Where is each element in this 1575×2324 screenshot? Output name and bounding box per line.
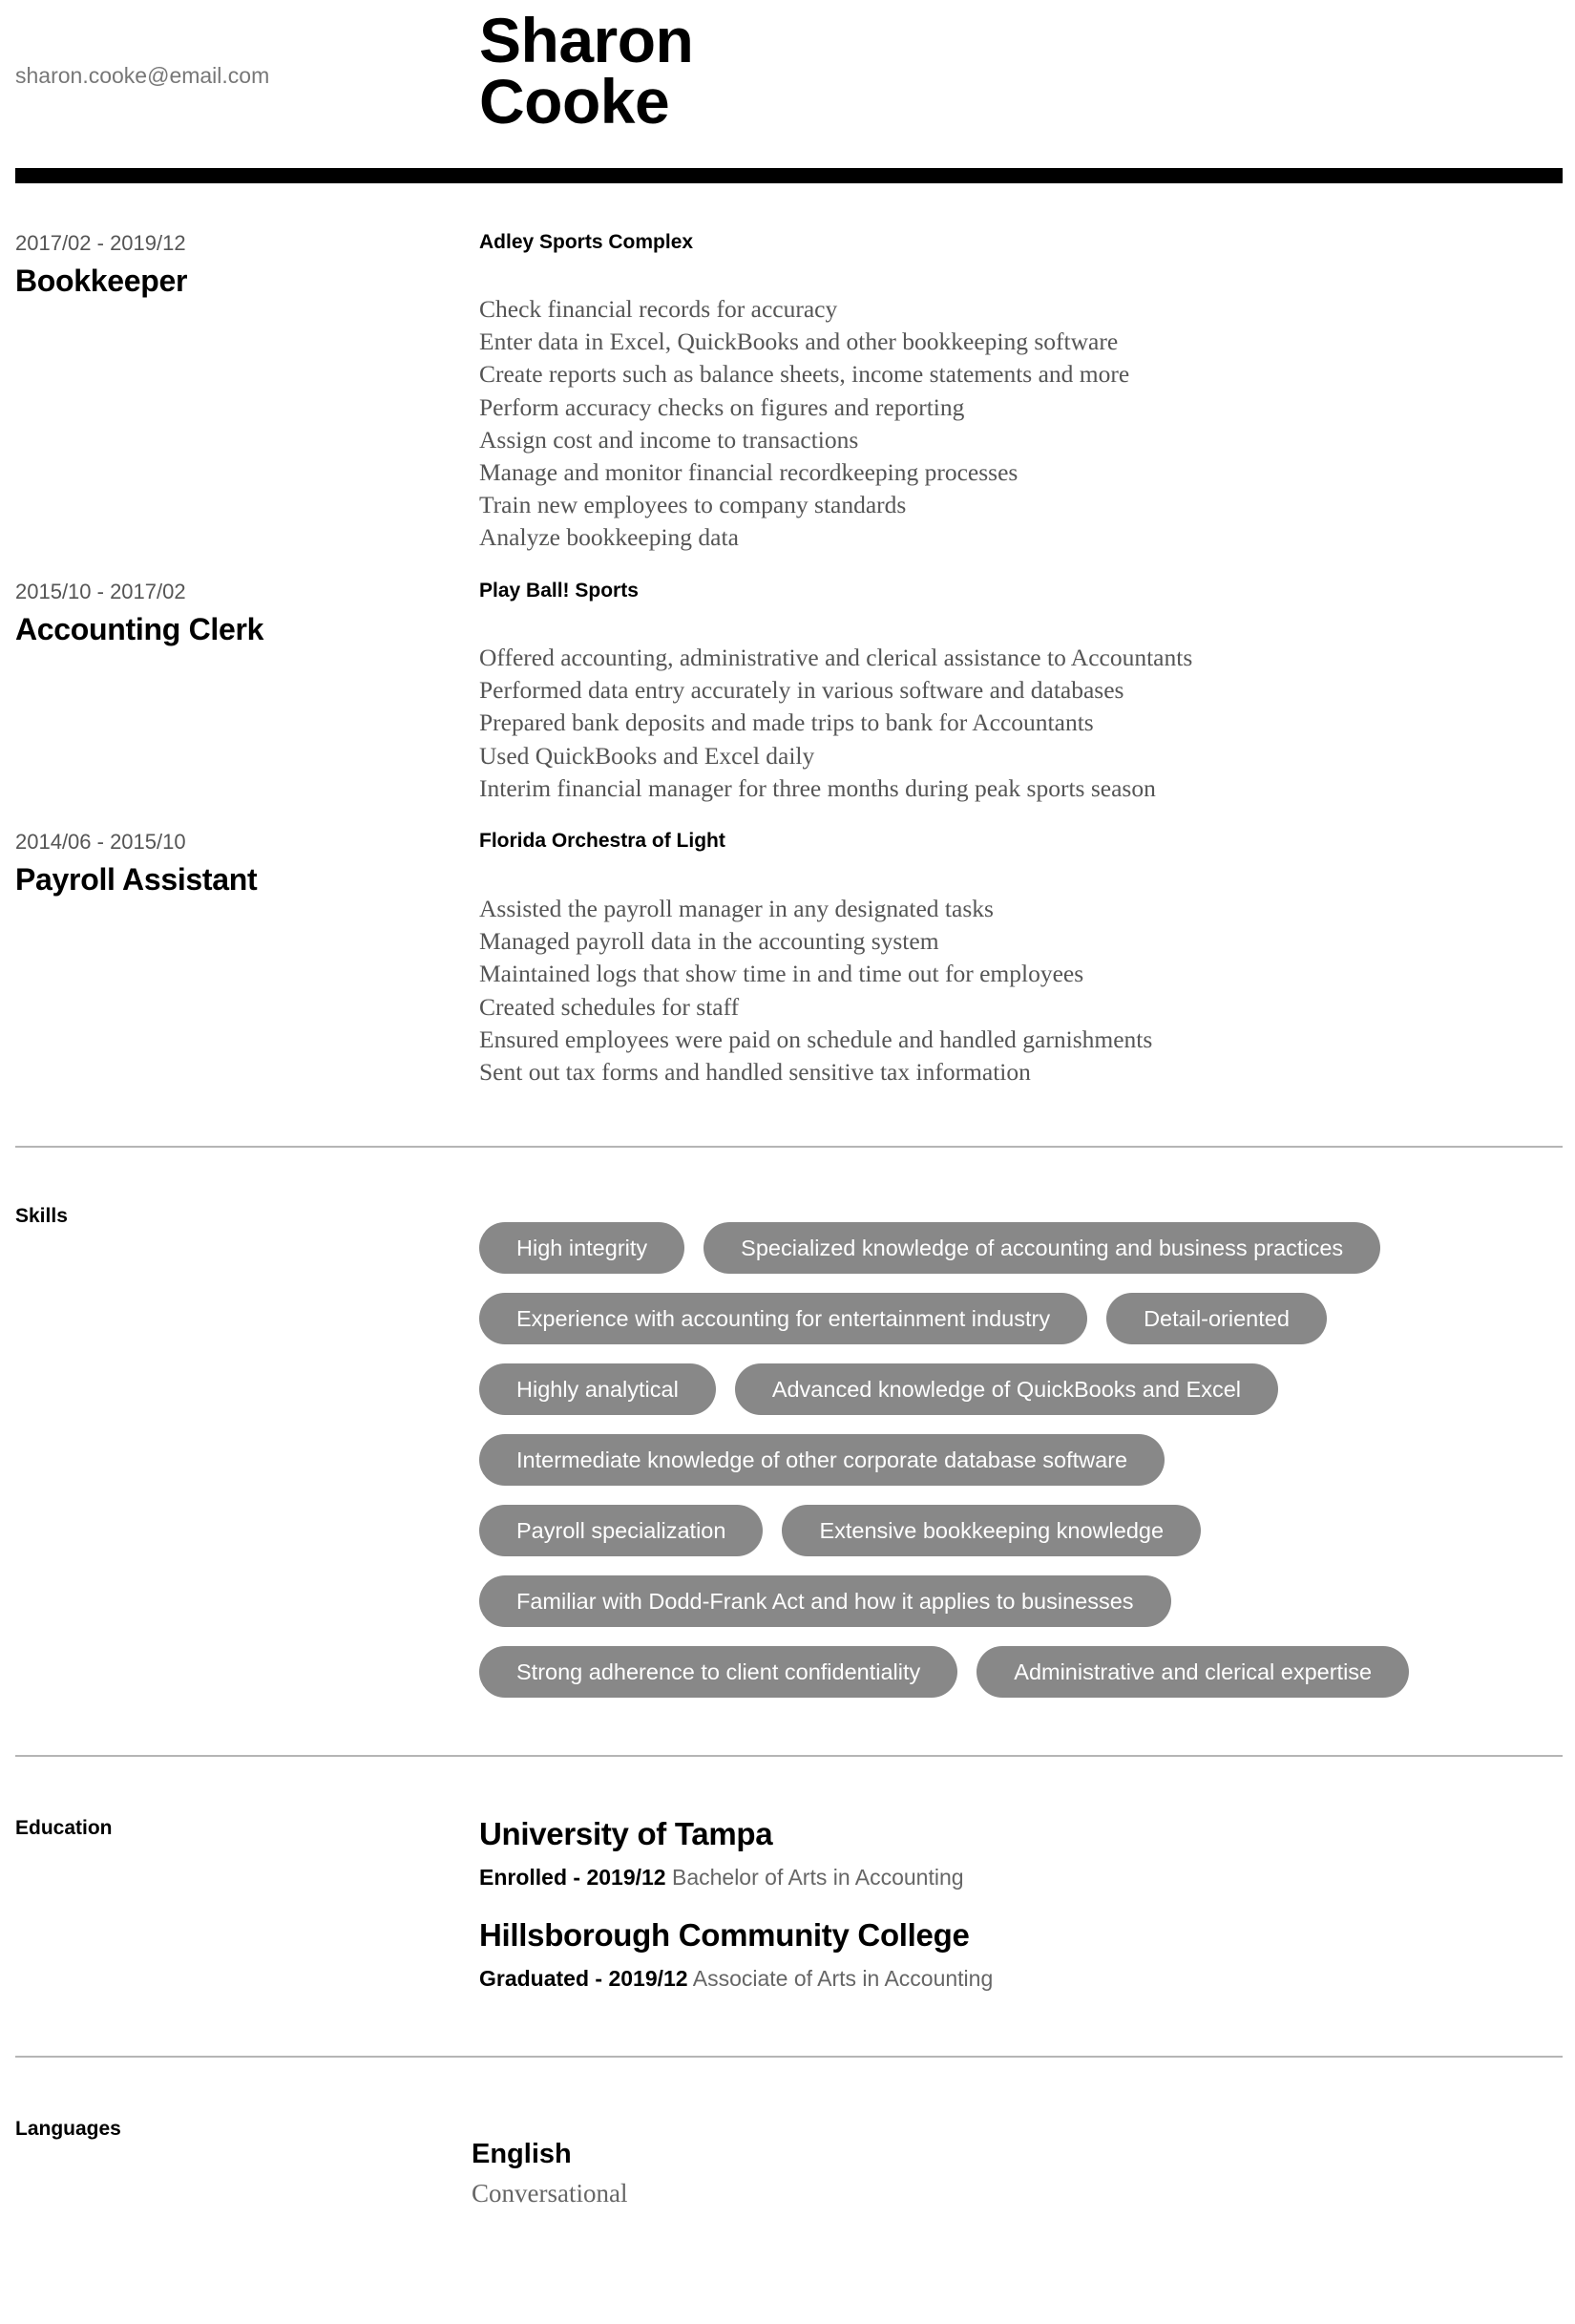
- education-details: [479, 1865, 964, 1891]
- skill-chip: Intermediate knowledge of other corporate database software: [479, 1434, 1165, 1486]
- skill-row: [479, 1434, 1563, 1486]
- responsibility-item: Perform accuracy checks on figures and reporting: [479, 392, 965, 421]
- responsibility-item: Train new employees to company standards: [479, 491, 907, 519]
- education-status: Graduated - 2019/12: [479, 1966, 688, 1991]
- responsibility-item: Interim financial manager for three months during peak sports season: [479, 773, 1156, 802]
- job-responsibilities: [479, 293, 1129, 555]
- skill-row: [479, 1293, 1563, 1344]
- skill-row: [479, 1575, 1563, 1627]
- job-dates: 2014/06 - 2015/10: [15, 830, 186, 854]
- responsibility-item: Manage and monitor financial recordkeeping processes: [479, 458, 1018, 487]
- responsibility-item: Assisted the payroll manager in any designated tasks: [479, 895, 994, 922]
- responsibility-item: Create reports such as balance sheets, income statements and more: [479, 360, 1130, 389]
- responsibility-item: Maintained logs that show time in and time out for employees: [479, 960, 1084, 988]
- skill-row: [479, 1363, 1563, 1415]
- job-company: Play Ball! Sports: [479, 580, 639, 602]
- skill-row: [479, 1505, 1563, 1556]
- education-degree: Bachelor of Arts in Accounting: [671, 1865, 964, 1890]
- skill-row: [479, 1222, 1563, 1274]
- skill-chip: Experience with accounting for entertainment industry: [479, 1293, 1087, 1344]
- responsibility-item: Performed data entry accurately in various software and databases: [479, 676, 1124, 705]
- language-proficiency: Conversational: [472, 2179, 628, 2208]
- job-dates: 2015/10 - 2017/02: [15, 580, 186, 603]
- skill-chip: Advanced knowledge of QuickBooks and Excel: [735, 1363, 1278, 1415]
- responsibility-item: Analyze bookkeeping data: [479, 523, 739, 552]
- job-company: Adley Sports Complex: [479, 231, 694, 253]
- job-title: Accounting Clerk: [15, 612, 264, 646]
- skill-chip: Extensive bookkeeping knowledge: [782, 1505, 1201, 1556]
- skill-chip: Highly analytical: [479, 1363, 716, 1415]
- job-title: Bookkeeper: [15, 264, 188, 298]
- education-degree: Associate of Arts in Accounting: [692, 1966, 994, 1991]
- skill-chip: Strong adherence to client confidentiality: [479, 1646, 957, 1698]
- skill-chip: Payroll specialization: [479, 1505, 763, 1556]
- responsibility-item: Check financial records for accuracy: [479, 295, 838, 323]
- responsibility-item: Enter data in Excel, QuickBooks and other bookkeeping software: [479, 327, 1119, 356]
- contact-email[interactable]: sharon.cooke@email.com: [15, 63, 270, 88]
- section-divider: [15, 2056, 1563, 2058]
- job-responsibilities: [479, 893, 1152, 1088]
- responsibility-item: Prepared bank deposits and made trips to bank for Accountants: [479, 708, 1094, 737]
- section-divider: [15, 1146, 1563, 1148]
- responsibility-item: Created schedules for staff: [479, 992, 740, 1021]
- education-section-label: Education: [15, 1817, 113, 1839]
- responsibility-item: Offered accounting, administrative and clerical assistance to Accountants: [479, 644, 1193, 671]
- education-school: Hillsborough Community College: [479, 1917, 970, 1953]
- skill-row: [479, 1646, 1563, 1698]
- skill-chip: Administrative and clerical expertise: [976, 1646, 1409, 1698]
- responsibility-item: Assign cost and income to transactions: [479, 425, 859, 454]
- skills-list: [479, 1222, 1563, 1717]
- education-school: University of Tampa: [479, 1816, 773, 1851]
- candidate-name: [479, 5, 694, 137]
- education-details: [479, 1966, 993, 1992]
- header-divider-bar: [15, 168, 1563, 183]
- skill-chip: High integrity: [479, 1222, 684, 1274]
- responsibility-item: Used QuickBooks and Excel daily: [479, 741, 815, 770]
- section-divider: [15, 1755, 1563, 1757]
- skill-chip: Specialized knowledge of accounting and business practices: [704, 1222, 1380, 1274]
- first-name: Sharon: [479, 5, 694, 75]
- skill-chip: Familiar with Dodd-Frank Act and how it applies to businesses: [479, 1575, 1171, 1627]
- job-company: Florida Orchestra of Light: [479, 830, 725, 852]
- education-status: Enrolled - 2019/12: [479, 1865, 666, 1890]
- language-name: English: [472, 2139, 572, 2169]
- languages-section-label: Languages: [15, 2118, 121, 2140]
- responsibility-item: Ensured employees were paid on schedule and handled garnishments: [479, 1025, 1153, 1053]
- responsibility-item: Managed payroll data in the accounting system: [479, 927, 939, 956]
- responsibility-item: Sent out tax forms and handled sensitive tax information: [479, 1058, 1031, 1087]
- job-title: Payroll Assistant: [15, 862, 258, 897]
- skill-chip: Detail-oriented: [1106, 1293, 1327, 1344]
- job-dates: 2017/02 - 2019/12: [15, 231, 186, 255]
- skills-section-label: Skills: [15, 1205, 68, 1227]
- job-responsibilities: [479, 642, 1192, 805]
- last-name: Cooke: [479, 66, 670, 137]
